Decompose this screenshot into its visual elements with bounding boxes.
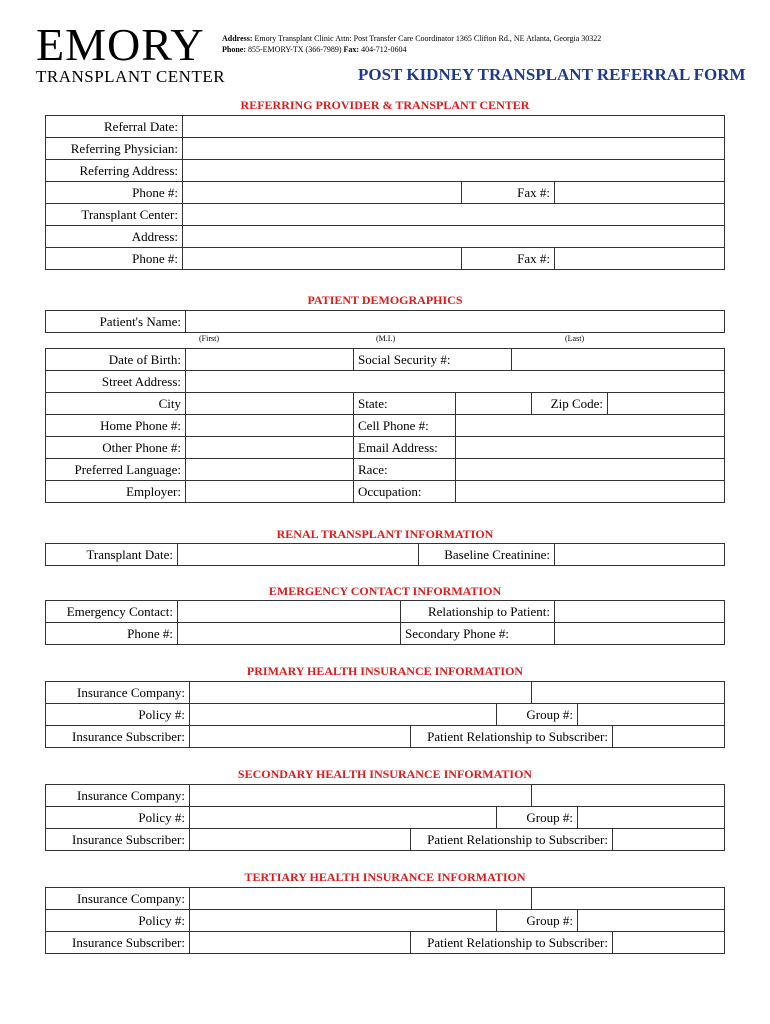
tertiary-relationship-label: Patient Relationship to Subscriber: bbox=[411, 932, 613, 954]
referral-date-field[interactable] bbox=[183, 116, 725, 138]
language-label: Preferred Language: bbox=[46, 459, 186, 481]
center-fax-label: Fax #: bbox=[462, 248, 555, 270]
tertiary-insurance-table bbox=[45, 887, 725, 954]
baseline-creatinine-label: Baseline Creatinine: bbox=[419, 544, 555, 566]
secondary-phone-field[interactable] bbox=[555, 623, 725, 645]
section-title-renal: RENAL TRANSPLANT INFORMATION bbox=[276, 527, 494, 541]
center-phone-field[interactable] bbox=[183, 248, 462, 270]
contact-block bbox=[222, 33, 601, 55]
relationship-label: Relationship to Patient: bbox=[401, 601, 555, 623]
demographics-table bbox=[45, 348, 725, 503]
home-phone-label: Home Phone #: bbox=[46, 415, 186, 437]
center-address-field[interactable] bbox=[183, 226, 725, 248]
secondary-relationship-field[interactable] bbox=[613, 829, 725, 851]
street-address-label: Street Address: bbox=[46, 371, 186, 393]
ssn-field[interactable] bbox=[512, 349, 725, 371]
state-label: State: bbox=[354, 393, 456, 415]
tertiary-relationship-field[interactable] bbox=[613, 932, 725, 954]
middle-initial-hint: (M.I.) bbox=[376, 334, 396, 343]
primary-group-field[interactable] bbox=[578, 704, 725, 726]
section-title-tertiary-insurance: TERTIARY HEALTH INSURANCE INFORMATION bbox=[244, 870, 526, 884]
tertiary-company-field[interactable] bbox=[190, 888, 532, 910]
primary-relationship-label: Patient Relationship to Subscriber: bbox=[411, 726, 613, 748]
home-phone-field[interactable] bbox=[186, 415, 354, 437]
center-address-label: Address: bbox=[46, 226, 183, 248]
primary-company-field[interactable] bbox=[190, 682, 532, 704]
patient-name-table bbox=[45, 310, 725, 333]
secondary-company-field[interactable] bbox=[190, 785, 532, 807]
employer-field[interactable] bbox=[186, 481, 354, 503]
email-field[interactable] bbox=[456, 437, 725, 459]
tertiary-group-label: Group #: bbox=[497, 910, 578, 932]
logo-emory: EMORY bbox=[36, 19, 205, 70]
referring-address-label: Referring Address: bbox=[46, 160, 183, 182]
fax-value: 404-712-0604 bbox=[361, 45, 407, 54]
secondary-policy-label: Policy #: bbox=[46, 807, 190, 829]
emergency-phone-field[interactable] bbox=[178, 623, 401, 645]
referring-physician-field[interactable] bbox=[183, 138, 725, 160]
primary-group-label: Group #: bbox=[497, 704, 578, 726]
address-value: Emory Transplant Clinic Attn: Post Transfer Care Coordinator 1365 Clifton Rd., NE Atlanta, Georgia 30322 bbox=[254, 34, 602, 43]
tertiary-subscriber-field[interactable] bbox=[190, 932, 411, 954]
secondary-group-field[interactable] bbox=[578, 807, 725, 829]
primary-relationship-field[interactable] bbox=[613, 726, 725, 748]
zip-field[interactable] bbox=[608, 393, 725, 415]
zip-label: Zip Code: bbox=[532, 393, 608, 415]
secondary-subscriber-field[interactable] bbox=[190, 829, 411, 851]
ssn-label: Social Security #: bbox=[354, 349, 512, 371]
section-title-emergency: EMERGENCY CONTACT INFORMATION bbox=[268, 584, 502, 598]
street-address-field[interactable] bbox=[186, 371, 725, 393]
other-phone-field[interactable] bbox=[186, 437, 354, 459]
referring-table bbox=[45, 115, 725, 270]
referring-fax-label: Fax #: bbox=[462, 182, 555, 204]
patient-name-field[interactable] bbox=[186, 311, 725, 333]
occupation-field[interactable] bbox=[456, 481, 725, 503]
secondary-company-label: Insurance Company: bbox=[46, 785, 190, 807]
referring-address-field[interactable] bbox=[183, 160, 725, 182]
other-phone-label: Other Phone #: bbox=[46, 437, 186, 459]
renal-table bbox=[45, 543, 725, 566]
race-field[interactable] bbox=[456, 459, 725, 481]
tertiary-company-label: Insurance Company: bbox=[46, 888, 190, 910]
emergency-contact-label: Emergency Contact: bbox=[46, 601, 178, 623]
employer-label: Employer: bbox=[46, 481, 186, 503]
address-label: Address: bbox=[222, 34, 253, 43]
relationship-field[interactable] bbox=[555, 601, 725, 623]
transplant-date-label: Transplant Date: bbox=[46, 544, 178, 566]
center-phone-label: Phone #: bbox=[46, 248, 183, 270]
secondary-insurance-table bbox=[45, 784, 725, 851]
secondary-policy-field[interactable] bbox=[190, 807, 497, 829]
referring-phone-label: Phone #: bbox=[46, 182, 183, 204]
secondary-group-label: Group #: bbox=[497, 807, 578, 829]
dob-label: Date of Birth: bbox=[46, 349, 186, 371]
primary-policy-field[interactable] bbox=[190, 704, 497, 726]
tertiary-policy-label: Policy #: bbox=[46, 910, 190, 932]
occupation-label: Occupation: bbox=[354, 481, 456, 503]
referring-fax-field[interactable] bbox=[555, 182, 725, 204]
cell-phone-field[interactable] bbox=[456, 415, 725, 437]
primary-insurance-table bbox=[45, 681, 725, 748]
language-field[interactable] bbox=[186, 459, 354, 481]
section-title-demographics: PATIENT DEMOGRAPHICS bbox=[307, 293, 463, 307]
tertiary-group-field[interactable] bbox=[578, 910, 725, 932]
first-name-hint: (First) bbox=[199, 334, 219, 343]
section-title-referring: REFERRING PROVIDER & TRANSPLANT CENTER bbox=[240, 98, 530, 112]
baseline-creatinine-field[interactable] bbox=[555, 544, 725, 566]
logo-transplant-center: TRANSPLANT CENTER bbox=[36, 67, 226, 86]
cell-phone-label: Cell Phone #: bbox=[354, 415, 456, 437]
emergency-table bbox=[45, 600, 725, 645]
tertiary-subscriber-label: Insurance Subscriber: bbox=[46, 932, 190, 954]
primary-company-label: Insurance Company: bbox=[46, 682, 190, 704]
tertiary-policy-field[interactable] bbox=[190, 910, 497, 932]
city-field[interactable] bbox=[186, 393, 354, 415]
primary-policy-label: Policy #: bbox=[46, 704, 190, 726]
transplant-date-field[interactable] bbox=[178, 544, 419, 566]
emergency-contact-field[interactable] bbox=[178, 601, 401, 623]
patient-name-label: Patient's Name: bbox=[46, 311, 186, 333]
transplant-center-label: Transplant Center: bbox=[46, 204, 183, 226]
last-name-hint: (Last) bbox=[565, 334, 585, 343]
emergency-phone-label: Phone #: bbox=[46, 623, 178, 645]
tertiary-company-extra[interactable] bbox=[532, 888, 725, 910]
referring-physician-label: Referring Physician: bbox=[46, 138, 183, 160]
secondary-relationship-label: Patient Relationship to Subscriber: bbox=[411, 829, 613, 851]
phone-value: 855-EMORY-TX (366-7989) bbox=[248, 45, 342, 54]
section-title-primary-insurance: PRIMARY HEALTH INSURANCE INFORMATION bbox=[246, 664, 524, 678]
referral-date-label: Referral Date: bbox=[46, 116, 183, 138]
section-title-secondary-insurance: SECONDARY HEALTH INSURANCE INFORMATION bbox=[237, 767, 533, 781]
state-field[interactable] bbox=[456, 393, 532, 415]
dob-field[interactable] bbox=[186, 349, 354, 371]
primary-subscriber-label: Insurance Subscriber: bbox=[46, 726, 190, 748]
secondary-subscriber-label: Insurance Subscriber: bbox=[46, 829, 190, 851]
referring-phone-field[interactable] bbox=[183, 182, 462, 204]
form-title: POST KIDNEY TRANSPLANT REFERRAL FORM bbox=[358, 65, 746, 84]
primary-subscriber-field[interactable] bbox=[190, 726, 411, 748]
primary-company-extra[interactable] bbox=[532, 682, 725, 704]
race-label: Race: bbox=[354, 459, 456, 481]
center-fax-field[interactable] bbox=[555, 248, 725, 270]
city-label: City bbox=[46, 393, 186, 415]
fax-label: Fax: bbox=[343, 45, 360, 54]
phone-label: Phone: bbox=[222, 45, 246, 54]
email-label: Email Address: bbox=[354, 437, 456, 459]
secondary-phone-label: Secondary Phone #: bbox=[401, 623, 555, 645]
secondary-company-extra[interactable] bbox=[532, 785, 725, 807]
transplant-center-field[interactable] bbox=[183, 204, 725, 226]
